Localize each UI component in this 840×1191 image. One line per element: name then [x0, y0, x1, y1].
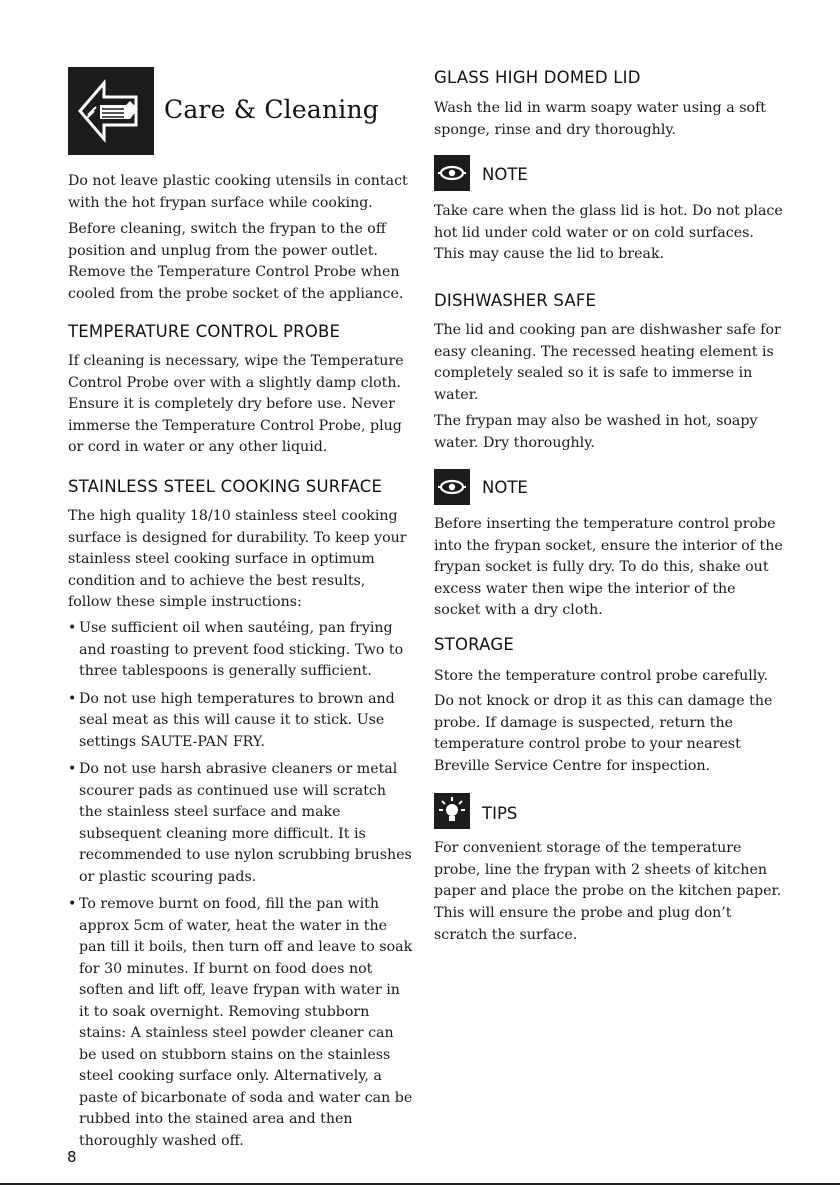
storage-text-1: Store the temperature control probe carefully.	[434, 668, 768, 684]
note-label: NOTE	[482, 478, 528, 497]
list-item: • Do not use high temperatures to brown and seal meat as this will cause it to stick. Use settings SAUTE-PAN FRY.	[68, 690, 395, 750]
intro-paragraph-2: Before cleaning, switch the frypan to the off position and unplug from the power outlet. Remove the Temperature Control Probe when cooled from the probe socket of the appliance.	[68, 221, 404, 302]
dishwasher-text-2: The frypan may also be washed in hot, soapy water. Dry thoroughly.	[434, 413, 758, 451]
list-item: • Do not use harsh abrasive cleaners or metal scourer pads as continued use will scratch the stainless steel surface and make subsequent cleaning more difficult. It is recommended to use nylon scrubbing brushes or plastic scouring pads.	[68, 761, 412, 885]
note-label: NOTE	[482, 165, 528, 184]
glass-lid-text: Wash the lid in warm soapy water using a soft sponge, rinse and dry thoroughly.	[434, 100, 766, 138]
note-1-text: Take care when the glass lid is hot. Do not place hot lid under cold water or on cold surfaces. This may cause the lid to break.	[434, 203, 783, 262]
dishwasher-text-1: The lid and cooking pan are dishwasher safe for easy cleaning. The recessed heating element is completely sealed so it is safe to immerse in water.	[434, 322, 781, 403]
tips-text-2: This will ensure the probe and plug don’t scratch the surface.	[434, 905, 732, 943]
eye-icon	[434, 155, 470, 191]
stainless-bullet-list	[68, 618, 413, 1152]
temp-probe-heading: TEMPERATURE CONTROL PROBE	[68, 322, 341, 341]
cleaning-hand-icon	[68, 67, 154, 155]
storage-text-2: Do not knock or drop it as this can damage the probe. If damage is suspected, return the temperature control probe to your nearest Breville Service Centre for inspection.	[434, 693, 773, 774]
temp-probe-text: If cleaning is necessary, wipe the Temperature Control Probe over with a slightly damp cloth. Ensure it is completely dry before use. Never immerse the Temperature Control Probe, plug or cord in water or any other liquid.	[68, 353, 404, 455]
storage-heading: STORAGE	[434, 635, 514, 654]
stainless-text: The high quality 18/10 stainless steel cooking surface is designed for durability. To keep your stainless steel cooking surface in optimum condition and to achieve the best results, follow these simple instructions:	[68, 508, 407, 610]
tips-label: TIPS	[482, 804, 518, 823]
list-item: • To remove burnt on food, fill the pan with approx 5cm of water, heat the water in the pan till it boils, then turn off and leave to soak for 30 minutes. If burnt on food does not soften and lift off, leave frypan with water in it to soak overnight. Removing stubborn stains: A stainless steel powder cleaner can be used on stubborn stains on the stainless steel cooking surface only. Alternatively, a paste of bicarbonate of soda and water can be rubbed into the stained area and then thoroughly washed off.	[68, 896, 413, 1149]
tips-text-1: For convenient storage of the temperature probe, line the frypan with 2 sheets of kitchen paper and place the probe on the kitchen paper.	[434, 840, 782, 899]
stainless-heading: STAINLESS STEEL COOKING SURFACE	[68, 477, 383, 496]
glass-lid-heading: GLASS HIGH DOMED LID	[434, 68, 641, 87]
note-2-text: Before inserting the temperature control probe into the frypan socket, ensure the interior of the frypan socket is fully dry. To do this, shake out excess water then wipe the interior of the socket with a dry cloth.	[434, 516, 783, 618]
lightbulb-icon	[434, 793, 470, 829]
bottom-divider	[0, 1183, 840, 1185]
dishwasher-heading: DISHWASHER SAFE	[434, 291, 597, 310]
list-item: • Use sufficient oil when sautéing, pan frying and roasting to prevent food sticking. Two to three tablespoons is generally sufficient.	[68, 620, 404, 679]
section-title-block	[68, 67, 388, 155]
page-number: 8	[67, 1148, 77, 1166]
intro-paragraph-1: Do not leave plastic cooking utensils in contact with the hot frypan surface while cooking.	[68, 173, 408, 211]
eye-icon	[434, 469, 470, 505]
page-title: Care & Cleaning	[164, 95, 379, 124]
